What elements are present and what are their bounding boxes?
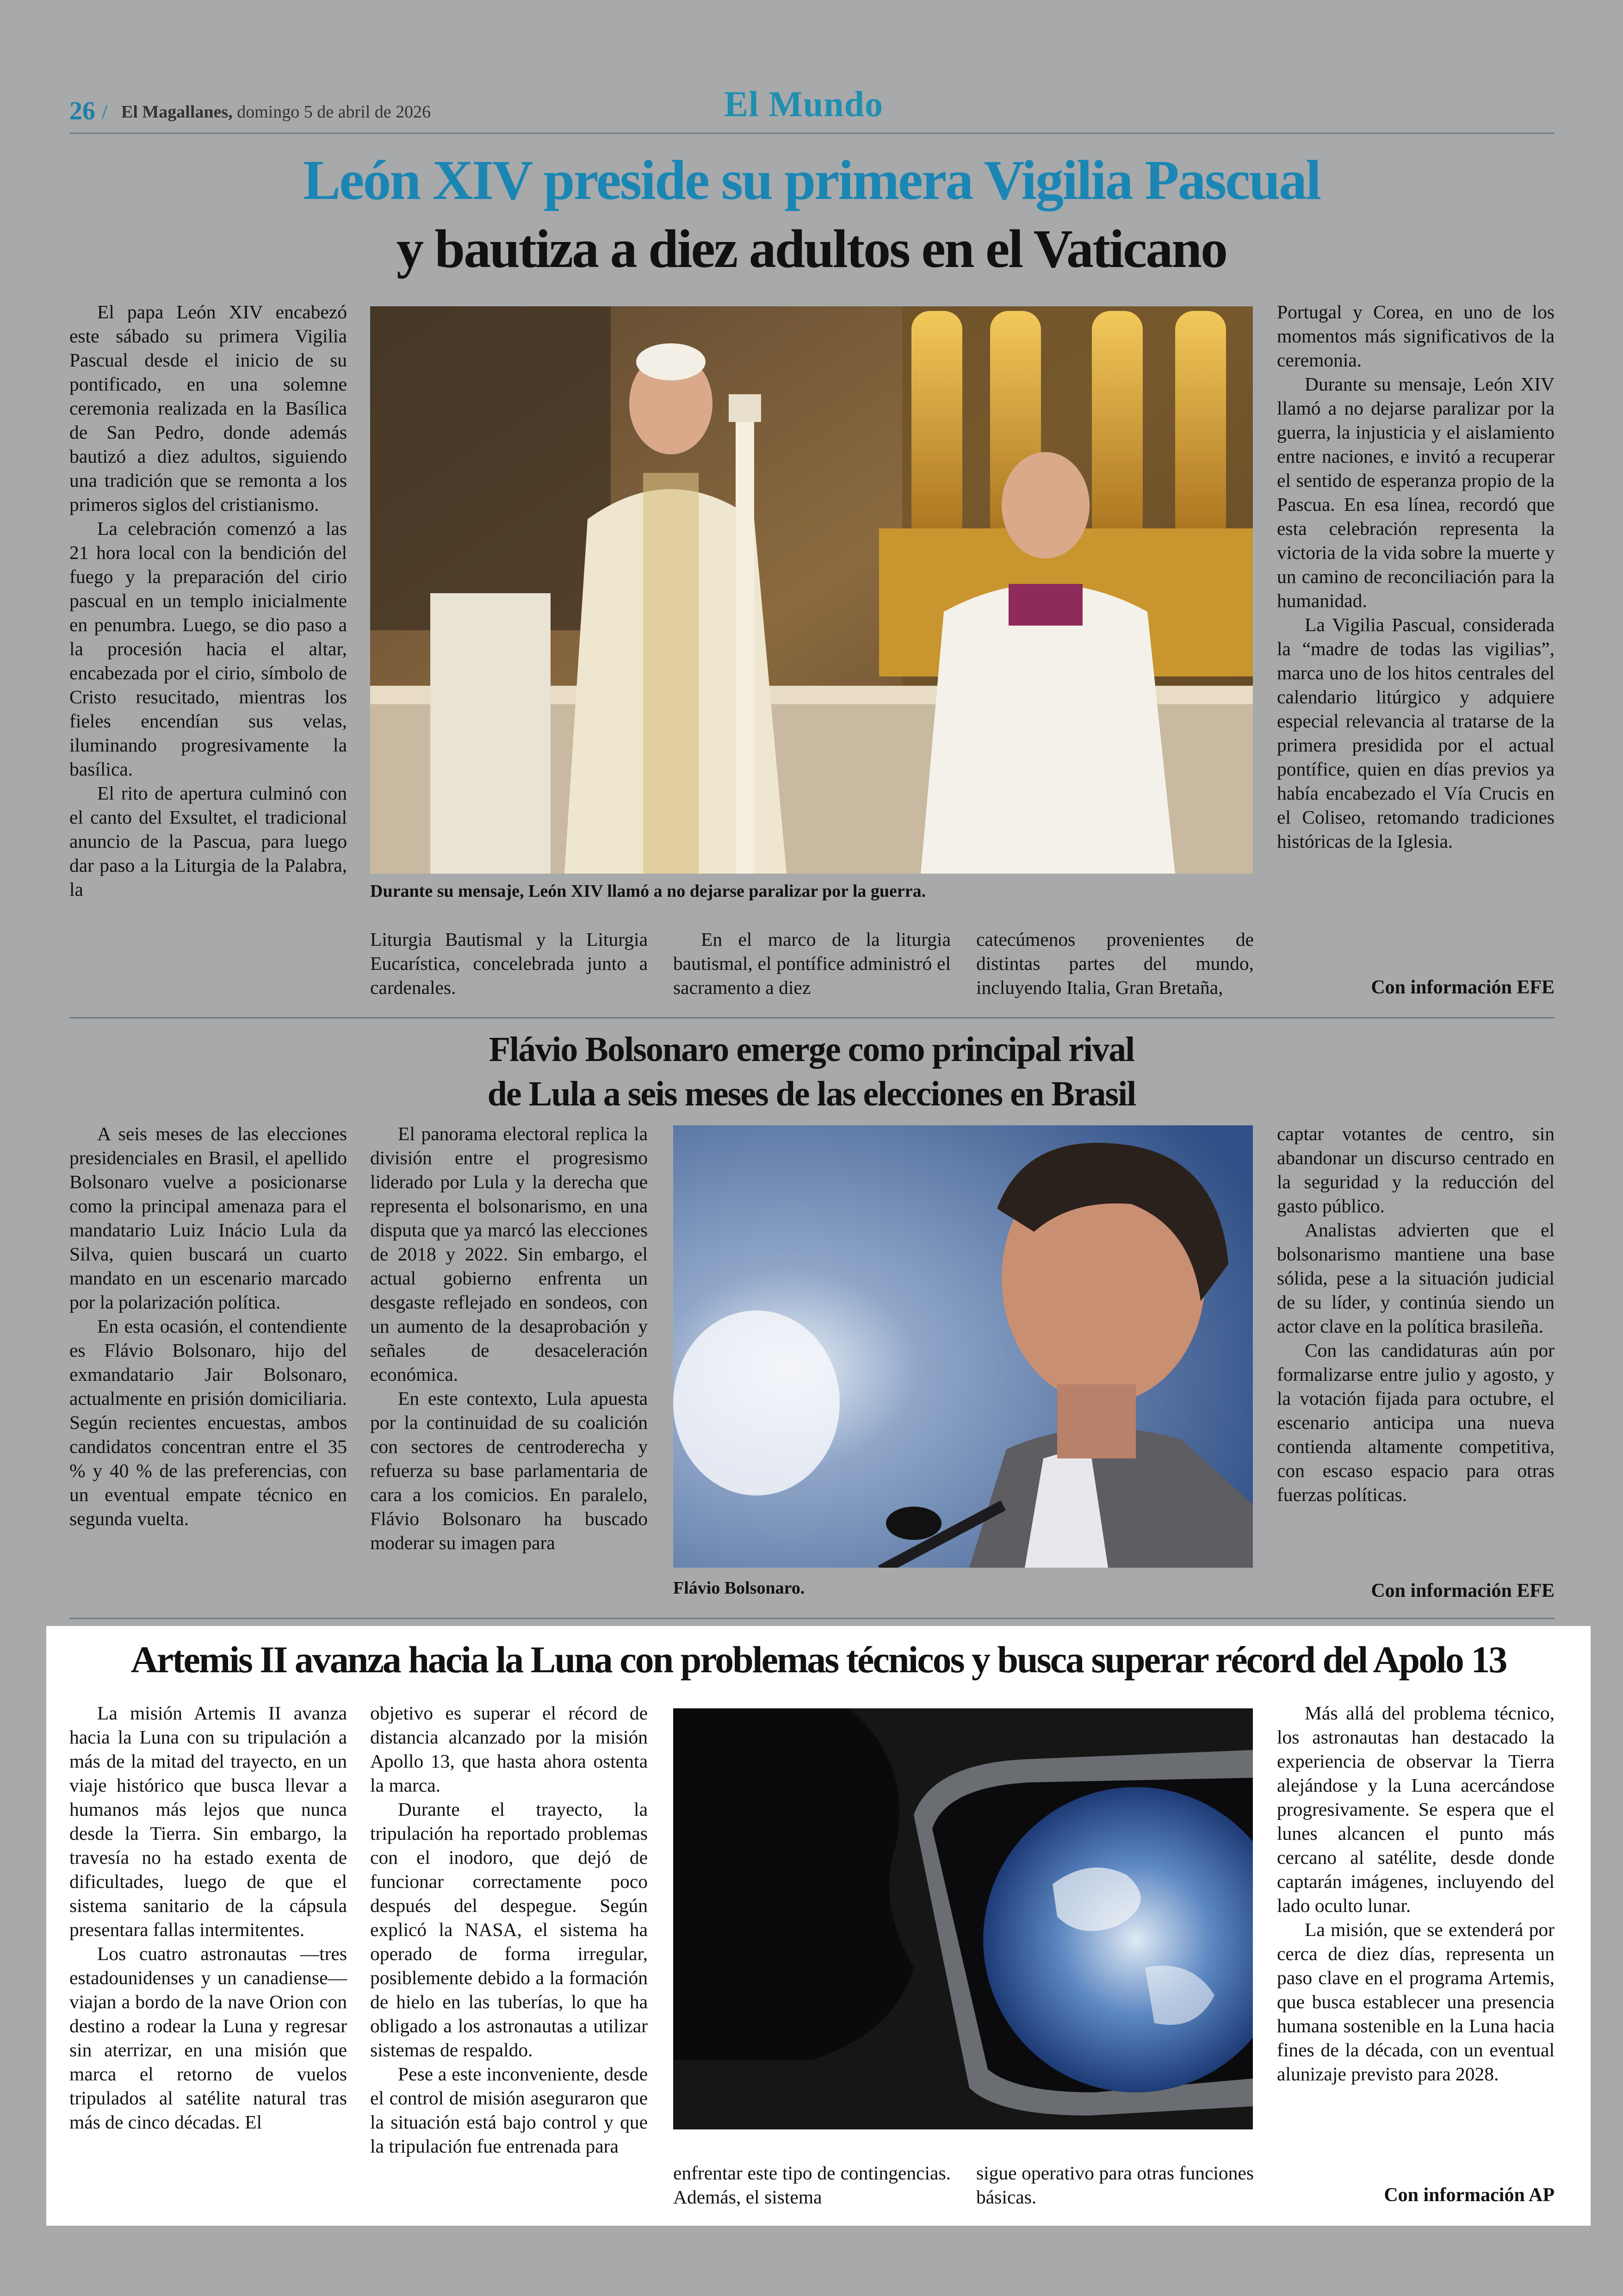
article3-col4: [976, 2161, 1254, 2209]
article3-col1: [69, 1701, 347, 2134]
paragraph: El rito de apertura culminó con el canto del Exsultet, el tradicional anuncio de la Pascua, para luego dar paso a la Liturgia de la Palabra, la: [69, 782, 347, 900]
paragraph: En este contexto, Lula apuesta por la continuidad de su coalición con sectores de centroderecha y refuerza su base parlamentaria de cara a los comicios. En paralelo, Flávio Bolsonaro ha buscado moderar su imagen para: [370, 1388, 648, 1553]
paragraph: Portugal y Corea, en uno de los momentos más significativos de la ceremonia.: [1277, 301, 1555, 371]
article1-col1: [69, 300, 347, 901]
paragraph: La celebración comenzó a las 21 hora local con la bendición del fuego y la preparación del cirio pascual en un templo inicialmente en penumbra. Luego, se dio paso a la procesión hacia el altar, encabezada por el cirio, símbolo de Cristo resucitado, mientras los fieles encendían sus velas, iluminando progresivamente la basílica.: [69, 518, 347, 780]
article2-title-line2: de Lula a seis meses de las elecciones en Brasil: [487, 1074, 1136, 1113]
article2-caption: Flávio Bolsonaro.: [673, 1578, 805, 1598]
article2-title-line1: Flávio Bolsonaro emerge como principal rival: [489, 1030, 1134, 1069]
article3-title: Artemis II avanza hacia la Luna con problemas técnicos y busca superar récord del Apolo 13: [130, 1638, 1506, 1681]
paragraph: objetivo es superar el récord de distancia alcanzado por la misión Apollo 13, que hasta ahora ostenta la marca.: [370, 1702, 648, 1796]
section-title: El Mundo: [724, 84, 883, 124]
header-rule: [69, 132, 1555, 134]
paragraph: El panorama electoral replica la división entre el progresismo liderado por Lula y la derecha que representa el bolsonarismo, en una disputa que ya marcó las elecciones de 2018 y 2022. Sin embargo, el actual gobierno enfrenta un desgaste reflejado en sondeos, con un aumento de la desaprobación y señales de desaceleración económica.: [370, 1123, 648, 1385]
publication-info: [121, 102, 431, 122]
paragraph: Más allá del problema técnico, los astronautas han destacado la experiencia de observar la Tierra alejándose y la Luna acercándose progresivamente. Se espera que el lunes alcancen el punto más cercano al satélite, desde donde captarán imágenes, incluyendo del lado oculto lunar.: [1277, 1702, 1555, 1916]
paragraph: Los cuatro astronautas —tres estadounidenses y un canadiense— viajan a bordo de la nave Orion con destino a rodear la Luna y regresar sin aterrizar, en una misión que marca el retorno de vuelos tripulados al satélite natural tras más de cinco décadas. El: [69, 1943, 347, 2133]
article2-col2: [370, 1122, 648, 1555]
paragraph: sigue operativo para otras funciones básicas.: [976, 2162, 1254, 2208]
paragraph: catecúmenos provenientes de distintas partes del mundo, incluyendo Italia, Gran Bretaña,: [976, 929, 1254, 998]
flavio-bolsonaro-illustration: [673, 1125, 1253, 1568]
article2-title: [0, 1027, 1623, 1116]
paragraph: La Vigilia Pascual, considerada la “madre de todas las vigilias”, marca uno de los hitos centrales del calendario litúrgico y adquiere especial relevancia al tratarse de la primera presidida por el actual pontífice, quien en días previos ya había encabezado el Vía Crucis en el Coliseo, retomando tradiciones históricas de la Iglesia.: [1277, 614, 1555, 852]
article1-col5: [1277, 300, 1555, 853]
article-separator: [69, 1017, 1555, 1018]
paragraph: En el marco de la liturgia bautismal, el pontífice administró el sacramento a diez: [673, 929, 951, 998]
paragraph: Con las candidaturas aún por formalizarse entre julio y agosto, y la votación fijada para octubre, el escenario anticipa una nueva contienda altamente competitiva, con escaso espacio para otras fuerzas políticas.: [1277, 1340, 1555, 1505]
paragraph: Liturgia Bautismal y la Liturgia Eucarística, concelebrada junto a cardenales.: [370, 929, 648, 998]
article3-col5: [1277, 1701, 1555, 2086]
paragraph: Pese a este inconveniente, desde el control de misión aseguraron que la situación está bajo control y que la tripulación fue entrenada para: [370, 2063, 648, 2157]
paragraph: Durante su mensaje, León XIV llamó a no dejarse paralizar por la guerra, la injusticia y el aislamiento entre naciones, e invitó a recuperar el sentido de esperanza propio de la Pascua. En esa línea, recordó que esta celebración representa la victoria de la vida sobre la muerte y un camino de reconciliación para la humanidad.: [1277, 373, 1555, 611]
article1-col4: [976, 927, 1254, 999]
article1-col3: [673, 927, 951, 999]
paragraph: A seis meses de las elecciones presidenciales en Brasil, el apellido Bolsonaro vuelve a posicionarse como la principal amenaza para el mandatario Luiz Inácio Lula da Silva, quien buscará un cuarto mandato en un escenario marcado por la polarización política.: [69, 1123, 347, 1313]
publication-name: El Magallanes,: [121, 102, 233, 122]
article3-col2: [370, 1701, 648, 2158]
article-separator: [69, 1618, 1555, 1619]
paragraph: enfrentar este tipo de contingencias. Además, el sistema: [673, 2162, 951, 2208]
publication-date: domingo 5 de abril de 2026: [237, 102, 431, 122]
paragraph: La misión, que se extenderá por cerca de diez días, representa un paso clave en el programa Artemis, que busca establecer una presencia humana sostenible en la Luna hacia fines de la década, con un eventual alunizaje previsto para 2028.: [1277, 1919, 1555, 2085]
page-number: 26: [69, 97, 95, 125]
paragraph: La misión Artemis II avanza hacia la Luna con su tripulación a más de la mitad del trayecto, en un viaje histórico que busca llevar a humanos más lejos que nunca desde la Tierra. Sin embargo, la travesía no ha estado exenta de dificultades, luego de que el sistema sanitario de la cápsula presentara fallas intermitentes.: [69, 1702, 347, 1940]
article3-col3: [673, 2161, 951, 2209]
paragraph: El papa León XIV encabezó este sábado su primera Vigilia Pascual desde el inicio de su pontificado, en una solemne ceremonia realizada en la Basílica de San Pedro, donde además bautizó a diez adultos, siguiendo una tradición que se remonta a los primeros siglos del cristianismo.: [69, 301, 347, 515]
header-separator: /: [102, 100, 108, 123]
article1-credit: Con información EFE: [1371, 977, 1555, 998]
article2-col3: [1277, 1122, 1555, 1507]
article2-credit: Con información EFE: [1371, 1580, 1555, 1601]
flavio-bolsonaro-photo: [673, 1125, 1253, 1568]
earth-window-illustration: [673, 1708, 1253, 2129]
paragraph: En esta ocasión, el contendiente es Flávio Bolsonaro, hijo del exmandatario Jair Bolsonaro, actualmente en prisión domiciliaria. Según recientes encuestas, ambos candidatos concentran entre el 35 % y 40 % de las preferencias, con un eventual empate técnico en segunda vuelta.: [69, 1316, 347, 1529]
pope-vigil-illustration: [370, 306, 1253, 874]
article1-caption: Durante su mensaje, León XIV llamó a no dejarse paralizar por la guerra.: [370, 881, 926, 901]
article1-col2: [370, 927, 648, 999]
article3-credit: Con información AP: [1384, 2184, 1555, 2206]
paragraph: Analistas advierten que el bolsonarismo mantiene una base sólida, pese a la situación judicial de su líder, y continúa siendo un actor clave en la política brasileña.: [1277, 1219, 1555, 1337]
earth-window-photo: [673, 1708, 1253, 2129]
paragraph: Durante el trayecto, la tripulación ha reportado problemas con el inodoro, que dejó de funcionar correctamente poco después del despegue. Según explicó la NASA, el sistema ha operado de forma irregular, posiblemente debido a la formación de hielo en las tuberías, lo que ha obligado a los astronautas a utilizar sistemas de respaldo.: [370, 1799, 648, 2060]
paragraph: captar votantes de centro, sin abandonar un discurso centrado en la seguridad y la reducción del gasto público.: [1277, 1123, 1555, 1216]
article2-col1: [69, 1122, 347, 1531]
article1-title-line1: León XIV preside su primera Vigilia Pascual: [303, 149, 1320, 211]
article1-title-line2: y bautiza a diez adultos en el Vaticano: [396, 218, 1227, 279]
pope-vigil-photo: [370, 306, 1253, 874]
